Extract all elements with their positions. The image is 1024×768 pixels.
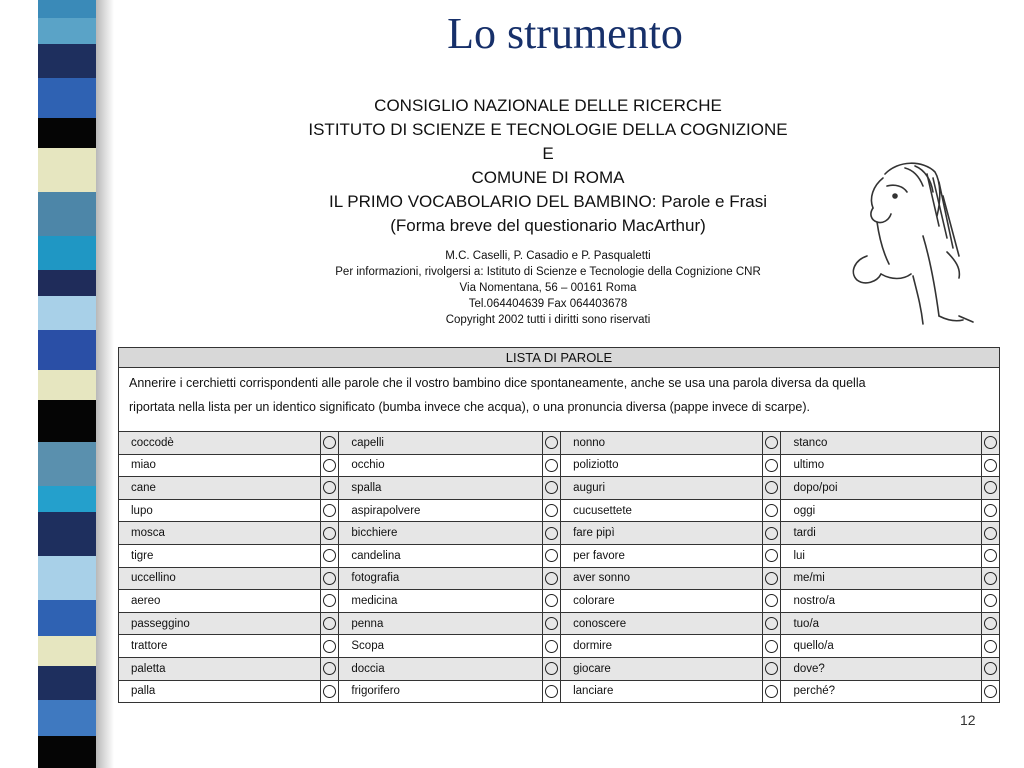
circle-icon[interactable] (984, 504, 997, 517)
word-cell: poliziotto (561, 454, 763, 477)
checkbox-circle-cell[interactable] (542, 612, 560, 635)
word-cell: perché? (781, 680, 981, 703)
cartoon-child-drawing (843, 156, 983, 336)
circle-icon[interactable] (765, 504, 778, 517)
circle-icon[interactable] (765, 549, 778, 562)
instruction-line: riportata nella lista per un identico significato (bumba invece che acqua), o una pronuncia diversa (pappe invece di scarpe). (129, 400, 810, 414)
instructions (119, 368, 999, 422)
checkbox-circle-cell[interactable] (763, 522, 781, 545)
word-cell: tuo/a (781, 612, 981, 635)
circle-icon[interactable] (545, 527, 558, 540)
circle-icon[interactable] (323, 617, 336, 630)
decorative-color-strip (0, 0, 118, 768)
circle-icon[interactable] (545, 662, 558, 675)
word-cell: occhio (339, 454, 542, 477)
circle-icon[interactable] (545, 572, 558, 585)
info-line: Copyright 2002 tutti i diritti sono riservati (445, 314, 651, 326)
checkbox-circle-cell[interactable] (542, 522, 560, 545)
checkbox-circle-cell[interactable] (542, 567, 560, 590)
circle-icon[interactable] (323, 481, 336, 494)
checkbox-circle-cell[interactable] (321, 522, 339, 545)
checkbox-circle-cell[interactable] (763, 657, 781, 680)
checkbox-circle-cell[interactable] (321, 590, 339, 613)
table-row (119, 657, 1000, 680)
word-cell: conoscere (561, 612, 763, 635)
circle-icon[interactable] (765, 594, 778, 607)
header-line: IL PRIMO VOCABOLARIO DEL BAMBINO: Parole e Frasi (328, 192, 768, 211)
table-row (119, 680, 1000, 703)
circle-icon[interactable] (765, 662, 778, 675)
circle-icon[interactable] (765, 527, 778, 540)
circle-icon[interactable] (323, 527, 336, 540)
word-cell: palla (119, 680, 321, 703)
checkbox-circle-cell[interactable] (763, 590, 781, 613)
table-row (119, 432, 1000, 455)
contact-info (288, 248, 808, 328)
word-cell: Scopa (339, 635, 542, 658)
word-cell: aspirapolvere (339, 499, 542, 522)
word-cell: uccellino (119, 567, 321, 590)
word-cell: me/mi (781, 567, 981, 590)
word-cell: giocare (561, 657, 763, 680)
word-table (118, 431, 1000, 703)
word-cell: paletta (119, 657, 321, 680)
circle-icon[interactable] (765, 617, 778, 630)
checkbox-circle-cell[interactable] (981, 477, 999, 500)
section-title: LISTA DI PAROLE (119, 348, 999, 368)
circle-icon[interactable] (323, 549, 336, 562)
circle-icon[interactable] (765, 640, 778, 653)
word-cell: quello/a (781, 635, 981, 658)
table-row (119, 522, 1000, 545)
circle-icon[interactable] (765, 685, 778, 698)
word-cell: fotografia (339, 567, 542, 590)
word-cell: penna (339, 612, 542, 635)
table-row (119, 567, 1000, 590)
circle-icon[interactable] (984, 527, 997, 540)
checkbox-circle-cell[interactable] (321, 567, 339, 590)
word-cell: miao (119, 454, 321, 477)
word-cell: lupo (119, 499, 321, 522)
circle-icon[interactable] (984, 662, 997, 675)
word-cell: dopo/poi (781, 477, 981, 500)
instruction-line: Annerire i cerchietti corrispondenti alle parole che il vostro bambino dice spontaneamente, anche se usa una parola diversa da quella (129, 376, 866, 390)
checkbox-circle-cell[interactable] (763, 454, 781, 477)
circle-icon[interactable] (545, 617, 558, 630)
checkbox-circle-cell[interactable] (542, 680, 560, 703)
circle-icon[interactable] (984, 617, 997, 630)
header-line: E (542, 144, 554, 163)
checkbox-circle-cell[interactable] (981, 432, 999, 455)
circle-icon[interactable] (545, 549, 558, 562)
checkbox-circle-cell[interactable] (542, 590, 560, 613)
word-cell: cane (119, 477, 321, 500)
header-line: COMUNE DI ROMA (471, 168, 625, 187)
checkbox-circle-cell[interactable] (542, 432, 560, 455)
checkbox-circle-cell[interactable] (321, 635, 339, 658)
circle-icon[interactable] (984, 459, 997, 472)
word-cell: lanciare (561, 680, 763, 703)
word-cell: stanco (781, 432, 981, 455)
checkbox-circle-cell[interactable] (763, 477, 781, 500)
circle-icon[interactable] (984, 436, 997, 449)
checkbox-circle-cell[interactable] (763, 544, 781, 567)
circle-icon[interactable] (984, 549, 997, 562)
word-cell: auguri (561, 477, 763, 500)
table-row (119, 544, 1000, 567)
checkbox-circle-cell[interactable] (981, 567, 999, 590)
slide-title: Lo strumento (447, 9, 683, 58)
checkbox-circle-cell[interactable] (321, 477, 339, 500)
checkbox-circle-cell[interactable] (981, 544, 999, 567)
word-cell: nostro/a (781, 590, 981, 613)
checkbox-circle-cell[interactable] (542, 477, 560, 500)
circle-icon[interactable] (323, 459, 336, 472)
circle-icon[interactable] (765, 459, 778, 472)
circle-icon[interactable] (545, 481, 558, 494)
info-line: M.C. Caselli, P. Casadio e P. Pasqualetti (445, 250, 651, 262)
circle-icon[interactable] (323, 662, 336, 675)
page-number: 12 (960, 712, 976, 728)
table-row (119, 454, 1000, 477)
word-cell: lui (781, 544, 981, 567)
word-cell: cucusettete (561, 499, 763, 522)
word-cell: tigre (119, 544, 321, 567)
word-cell: aver sonno (561, 567, 763, 590)
word-cell: tardi (781, 522, 981, 545)
word-cell: fare pipì (561, 522, 763, 545)
word-cell: doccia (339, 657, 542, 680)
word-cell: nonno (561, 432, 763, 455)
checkbox-circle-cell[interactable] (321, 657, 339, 680)
checkbox-circle-cell[interactable] (321, 612, 339, 635)
word-cell: ultimo (781, 454, 981, 477)
checkbox-circle-cell[interactable] (321, 432, 339, 455)
word-cell: mosca (119, 522, 321, 545)
checkbox-circle-cell[interactable] (763, 635, 781, 658)
checkbox-circle-cell[interactable] (542, 635, 560, 658)
circle-icon[interactable] (984, 685, 997, 698)
word-cell: capelli (339, 432, 542, 455)
header-line: ISTITUTO DI SCIENZE E TECNOLOGIE DELLA COGNIZIONE (308, 120, 788, 139)
checkbox-circle-cell[interactable] (763, 680, 781, 703)
circle-icon[interactable] (545, 504, 558, 517)
word-cell: colorare (561, 590, 763, 613)
header-line: CONSIGLIO NAZIONALE DELLE RICERCHE (374, 96, 722, 115)
table-row (119, 477, 1000, 500)
checkbox-circle-cell[interactable] (321, 499, 339, 522)
checkbox-circle-cell[interactable] (542, 657, 560, 680)
word-cell: aereo (119, 590, 321, 613)
checkbox-circle-cell[interactable] (321, 544, 339, 567)
checkbox-circle-cell[interactable] (763, 499, 781, 522)
word-cell: passeggino (119, 612, 321, 635)
circle-icon[interactable] (765, 481, 778, 494)
checkbox-circle-cell[interactable] (981, 454, 999, 477)
word-cell: bicchiere (339, 522, 542, 545)
circle-icon[interactable] (984, 640, 997, 653)
circle-icon[interactable] (323, 572, 336, 585)
circle-icon[interactable] (323, 640, 336, 653)
document-header (238, 94, 858, 238)
checkbox-circle-cell[interactable] (542, 544, 560, 567)
circle-icon[interactable] (765, 572, 778, 585)
questionnaire-document (118, 88, 1004, 728)
circle-icon[interactable] (765, 436, 778, 449)
circle-icon[interactable] (323, 594, 336, 607)
word-cell: coccodè (119, 432, 321, 455)
table-row (119, 635, 1000, 658)
checkbox-circle-cell[interactable] (981, 635, 999, 658)
word-cell: per favore (561, 544, 763, 567)
circle-icon[interactable] (323, 504, 336, 517)
circle-icon[interactable] (323, 685, 336, 698)
word-cell: frigorifero (339, 680, 542, 703)
circle-icon[interactable] (984, 481, 997, 494)
circle-icon[interactable] (984, 572, 997, 585)
checkbox-circle-cell[interactable] (981, 680, 999, 703)
word-cell: dormire (561, 635, 763, 658)
checkbox-circle-cell[interactable] (321, 454, 339, 477)
circle-icon[interactable] (545, 459, 558, 472)
header-line: (Forma breve del questionario MacArthur) (390, 216, 706, 235)
checkbox-circle-cell[interactable] (981, 499, 999, 522)
checkbox-circle-cell[interactable] (981, 612, 999, 635)
checkbox-circle-cell[interactable] (981, 522, 999, 545)
checkbox-circle-cell[interactable] (542, 499, 560, 522)
word-cell: dove? (781, 657, 981, 680)
checkbox-circle-cell[interactable] (763, 612, 781, 635)
table-row (119, 499, 1000, 522)
circle-icon[interactable] (323, 436, 336, 449)
checkbox-circle-cell[interactable] (542, 454, 560, 477)
info-line: Tel.064404639 Fax 064403678 (468, 298, 628, 310)
circle-icon[interactable] (545, 436, 558, 449)
word-cell: trattore (119, 635, 321, 658)
info-line: Per informazioni, rivolgersi a: Istituto di Scienze e Tecnologie della Cognizione CNR (335, 266, 761, 278)
checkbox-circle-cell[interactable] (763, 432, 781, 455)
circle-icon[interactable] (984, 594, 997, 607)
circle-icon[interactable] (545, 594, 558, 607)
checkbox-circle-cell[interactable] (321, 680, 339, 703)
circle-icon[interactable] (545, 685, 558, 698)
table-row (119, 590, 1000, 613)
info-line: Via Nomentana, 56 – 00161 Roma (459, 282, 637, 294)
word-cell: oggi (781, 499, 981, 522)
word-cell: spalla (339, 477, 542, 500)
word-cell: medicina (339, 590, 542, 613)
table-row (119, 612, 1000, 635)
word-cell: candelina (339, 544, 542, 567)
circle-icon[interactable] (545, 640, 558, 653)
checkbox-circle-cell[interactable] (763, 567, 781, 590)
checkbox-circle-cell[interactable] (981, 590, 999, 613)
checkbox-circle-cell[interactable] (981, 657, 999, 680)
